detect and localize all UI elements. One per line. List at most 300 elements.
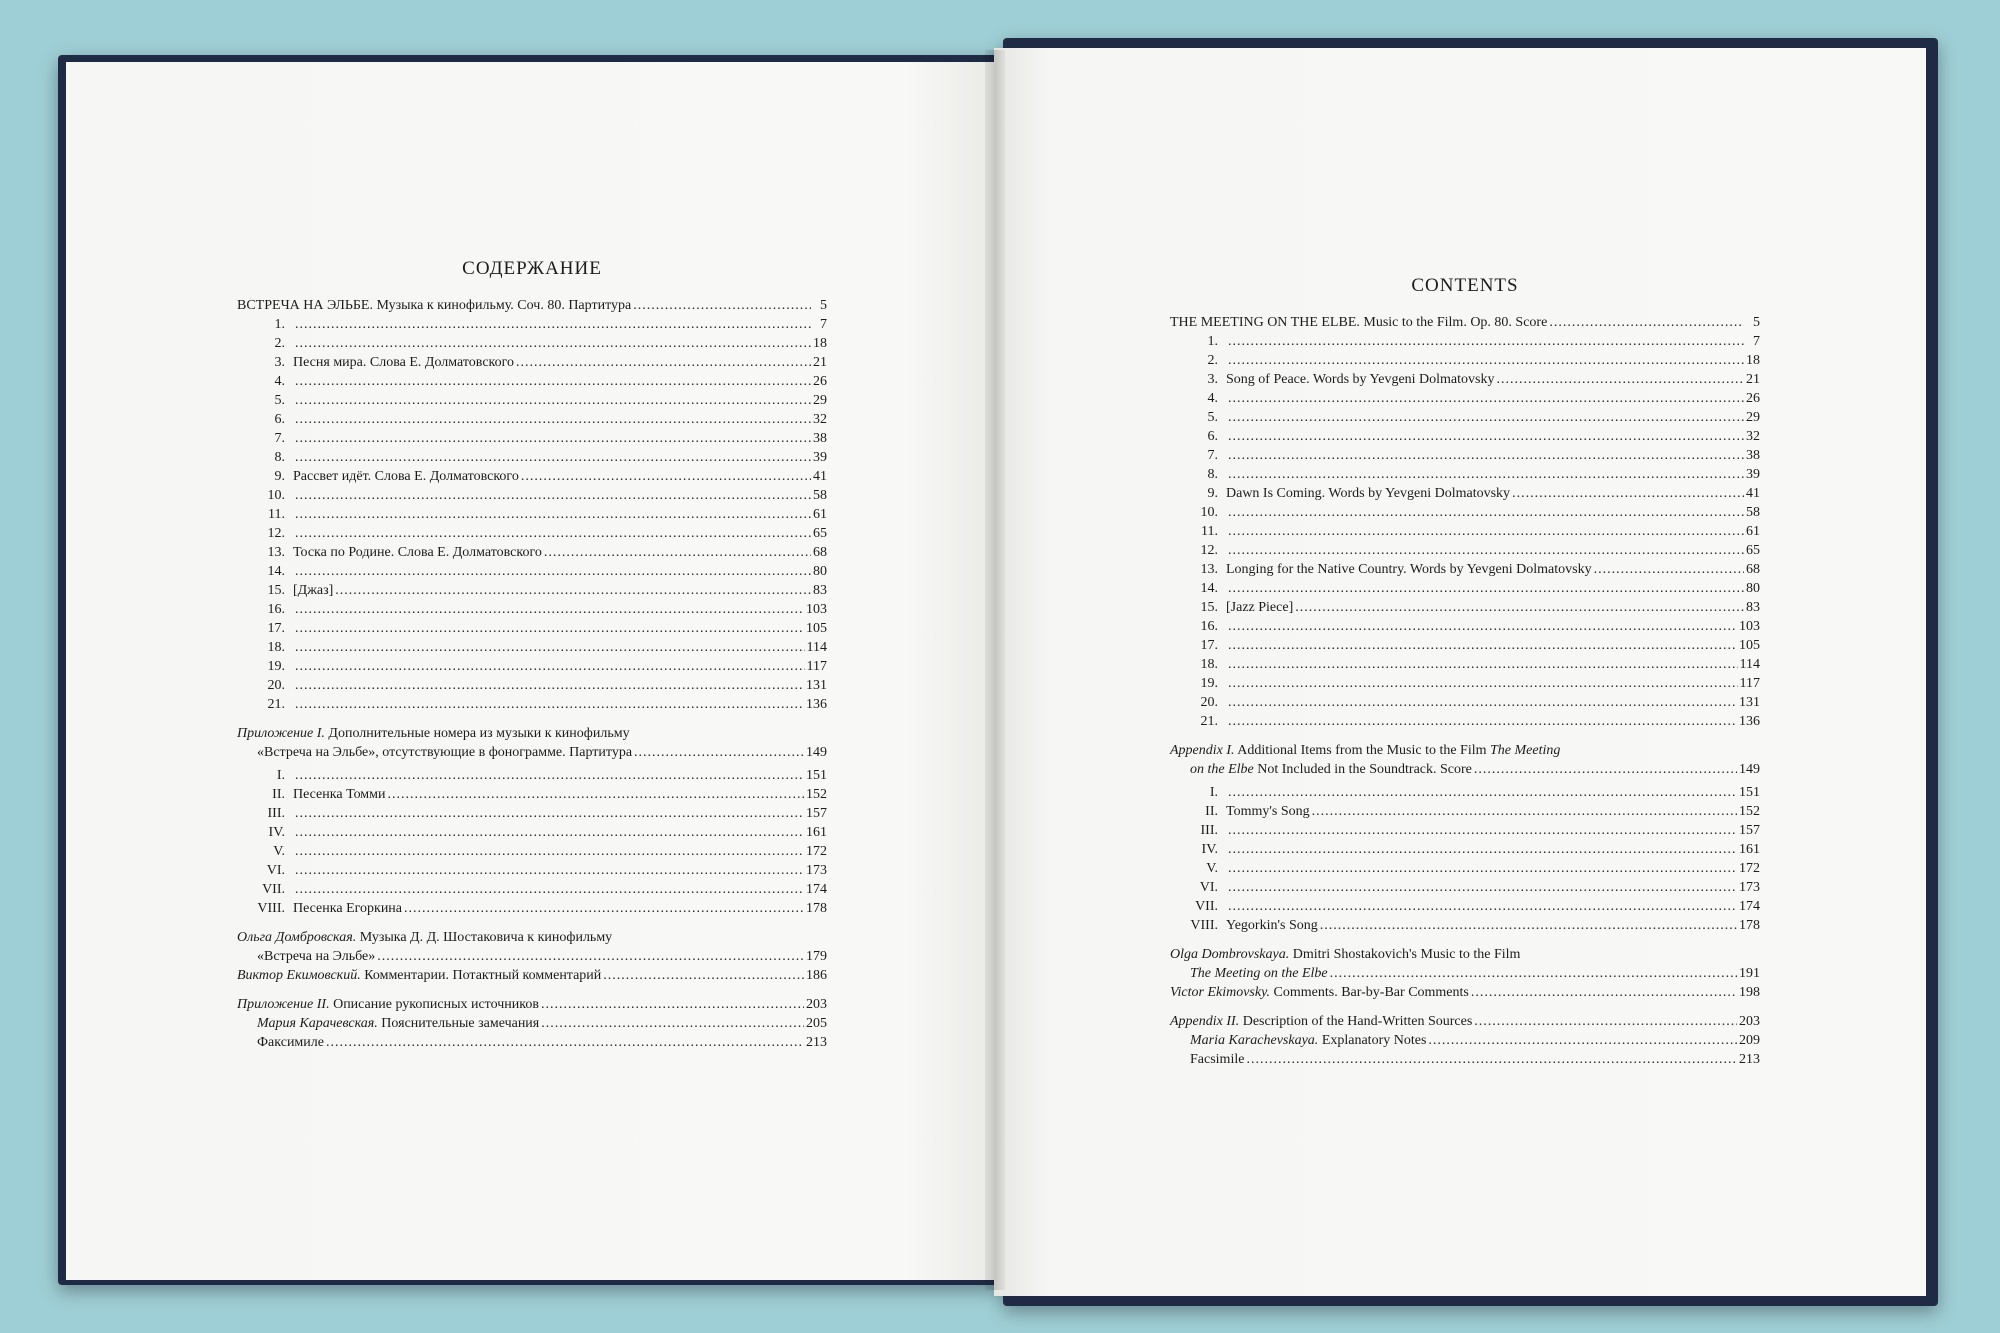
dot-leader: [295, 524, 811, 543]
toc-item-number: 8.: [274, 450, 285, 465]
toc-item: [1170, 332, 1760, 351]
dot-leader: [295, 804, 804, 823]
toc-item-number: 13.: [1200, 562, 1218, 577]
dot-leader: [295, 486, 811, 505]
toc-page-number: 157: [1739, 823, 1760, 838]
toc-item-number: II.: [272, 787, 285, 802]
toc-item: [237, 334, 827, 353]
toc-notes: [1170, 1031, 1760, 1050]
toc-item-number: 16.: [267, 602, 285, 617]
toc-item: [237, 880, 827, 899]
dot-leader: [1228, 712, 1737, 731]
dot-leader: [295, 315, 811, 334]
toc-page-number: 203: [1739, 1014, 1760, 1029]
toc-item: [1170, 674, 1760, 693]
dot-leader: [1228, 351, 1744, 370]
dot-leader: [1312, 802, 1737, 821]
toc-page-number: 152: [806, 787, 827, 802]
dot-leader: [1228, 579, 1744, 598]
toc-page-number: 103: [806, 602, 827, 617]
dot-leader: [1228, 389, 1744, 408]
toc-item-number: VI.: [266, 863, 285, 878]
toc-page-number: 5: [1753, 315, 1760, 330]
toc-item-number: 18.: [267, 640, 285, 655]
toc-item: [1170, 560, 1760, 579]
toc-page-number: 131: [806, 678, 827, 693]
toc-essay2: [1170, 983, 1760, 1002]
toc-item: [237, 410, 827, 429]
author-name: Ольга Домбровская.: [237, 930, 357, 945]
dot-leader: [1228, 897, 1737, 916]
dot-leader: [1246, 1050, 1737, 1069]
toc-page-number: 173: [1739, 880, 1760, 895]
toc-page-number: 157: [806, 806, 827, 821]
toc-item-number: I.: [276, 768, 285, 783]
toc-item-number: 13.: [267, 545, 285, 560]
toc-item-number: 9.: [274, 469, 285, 484]
appendix-title: Description of the Hand-Written Sources: [1239, 1014, 1473, 1029]
toc-item: [1170, 427, 1760, 446]
toc-appendix1-line1: [237, 724, 827, 743]
dot-leader: [295, 505, 811, 524]
toc-page-number: 5: [820, 298, 827, 313]
appendix-label: Приложение II.: [237, 997, 330, 1012]
toc-item-number: 18.: [1200, 657, 1218, 672]
toc-item-list: [1170, 332, 1760, 731]
toc-item: [1170, 878, 1760, 897]
toc-page-number: 161: [1739, 842, 1760, 857]
toc-item-number: 9.: [1207, 486, 1218, 501]
toc-appendix1-line1: [1170, 741, 1760, 760]
author-name: Мария Карачевская.: [257, 1016, 378, 1031]
toc-item: [1170, 783, 1760, 802]
toc-item-label: Dawn Is Coming. Words by Yevgeni Dolmatovsky: [1226, 486, 1511, 501]
toc-item-number: 10.: [1200, 505, 1218, 520]
author-name: Виктор Екимовский.: [237, 968, 361, 983]
film-title: The Meeting: [1490, 743, 1561, 758]
toc-page-number: 174: [806, 882, 827, 897]
appendix-title: Дополнительные номера из музыки к кинофильму: [324, 726, 630, 741]
toc-item: [1170, 693, 1760, 712]
toc-item-number: 7.: [274, 431, 285, 446]
dot-leader: [541, 1014, 804, 1033]
toc-page-number: 65: [813, 526, 827, 541]
toc-page-number: 83: [1746, 600, 1760, 615]
toc-item: [1170, 840, 1760, 859]
dot-leader: [295, 600, 804, 619]
toc-item: [1170, 351, 1760, 370]
toc-item: [1170, 484, 1760, 503]
toc-item-label: [Джаз]: [293, 583, 334, 598]
toc-item: [237, 823, 827, 842]
toc-appendix1-line2: [1170, 760, 1760, 779]
appendix-label: Приложение I.: [237, 726, 325, 741]
dot-leader: [326, 1033, 804, 1052]
toc-item-number: 4.: [274, 374, 285, 389]
toc-item: [1170, 636, 1760, 655]
dot-leader: [1512, 484, 1744, 503]
toc-item-number: 11.: [1201, 524, 1218, 539]
toc-item: [237, 842, 827, 861]
toc-page-number: 174: [1739, 899, 1760, 914]
dot-leader: [1228, 878, 1737, 897]
toc-page-number: 179: [806, 949, 827, 964]
dot-leader: [1549, 313, 1744, 332]
toc-item: [237, 619, 827, 638]
toc-item-number: 4.: [1207, 391, 1218, 406]
toc-page-number: 39: [813, 450, 827, 465]
toc-page-number: 18: [1746, 353, 1760, 368]
toc-item-number: 14.: [267, 564, 285, 579]
dot-leader: [295, 638, 805, 657]
toc-page-number: 136: [806, 697, 827, 712]
toc-essay1-line1: [237, 928, 827, 947]
toc-item-number: 15.: [267, 583, 285, 598]
toc-item-number: 17.: [1200, 638, 1218, 653]
dot-leader: [377, 947, 804, 966]
dot-leader: [1428, 1031, 1737, 1050]
dot-leader: [541, 995, 804, 1014]
toc-item-number: 6.: [274, 412, 285, 427]
toc-item-number: 21.: [1200, 714, 1218, 729]
toc-page-number: 32: [813, 412, 827, 427]
essay-title-cont: «Встреча на Эльбе»: [257, 949, 376, 964]
toc-page-number: 68: [813, 545, 827, 560]
toc-item: [237, 524, 827, 543]
appendix-title-cont: «Встреча на Эльбе», отсутствующие в фонограмме. Партитура: [257, 745, 633, 760]
toc-item-label: Yegorkin's Song: [1226, 918, 1318, 933]
toc-page-number: 38: [813, 431, 827, 446]
toc-item-number: VIII.: [257, 901, 285, 916]
toc-item-number: 17.: [267, 621, 285, 636]
toc-page-number: 172: [806, 844, 827, 859]
dot-leader: [295, 619, 804, 638]
toc-page-number: 58: [1746, 505, 1760, 520]
toc-item-number: 8.: [1207, 467, 1218, 482]
toc-item: [1170, 916, 1760, 935]
toc-item-number: 1.: [274, 317, 285, 332]
toc-page-number: 114: [1739, 657, 1760, 672]
appendix-label: Appendix II.: [1170, 1014, 1240, 1029]
dot-leader: [295, 562, 811, 581]
toc-item-number: I.: [1209, 785, 1218, 800]
toc-item-number: 19.: [1200, 676, 1218, 691]
toc-item: [237, 657, 827, 676]
toc-page-number: 178: [806, 901, 827, 916]
dot-leader: [295, 391, 811, 410]
toc-item-number: 12.: [1200, 543, 1218, 558]
toc-page-number: 80: [1746, 581, 1760, 596]
toc-page-number: 41: [1746, 486, 1760, 501]
toc-item: [237, 600, 827, 619]
toc-page-number: 39: [1746, 467, 1760, 482]
toc-item: [237, 486, 827, 505]
toc-title: СОДЕРЖАНИЕ: [462, 258, 602, 279]
dot-leader: [1228, 840, 1737, 859]
dot-leader: [295, 861, 804, 880]
toc-item: [1170, 503, 1760, 522]
toc-item-number: 12.: [267, 526, 285, 541]
dot-leader: [295, 823, 804, 842]
toc-item: [237, 448, 827, 467]
toc-item-number: III.: [1200, 823, 1218, 838]
toc-page-number: 205: [806, 1016, 827, 1031]
toc-page-number: 7: [820, 317, 827, 332]
toc-page-number: 7: [1753, 334, 1760, 349]
toc-page-number: 68: [1746, 562, 1760, 577]
toc-essay1-line2: [1170, 964, 1760, 983]
toc-item: [1170, 579, 1760, 598]
toc-item-label: Tommy's Song: [1226, 804, 1310, 819]
toc-item-number: III.: [267, 806, 285, 821]
toc-item: [1170, 821, 1760, 840]
notes-title: Explanatory Notes: [1318, 1033, 1427, 1048]
essay-title: Dmitri Shostakovich's Music to the Film: [1289, 947, 1521, 962]
toc-item: [1170, 370, 1760, 389]
film-title: The Meeting on the Elbe: [1190, 966, 1328, 981]
dot-leader: [544, 543, 811, 562]
dot-leader: [1471, 983, 1737, 1002]
toc-item-number: IV.: [1201, 842, 1218, 857]
toc-page-number: 18: [813, 336, 827, 351]
toc-page-number: 105: [806, 621, 827, 636]
toc-page-number: 136: [1739, 714, 1760, 729]
dot-leader: [295, 448, 811, 467]
appendix-title: Описание рукописных источников: [329, 997, 539, 1012]
dot-leader: [1228, 674, 1738, 693]
dot-leader: [1228, 636, 1737, 655]
toc-page-number: 149: [1739, 762, 1760, 777]
dot-leader: [1228, 541, 1744, 560]
toc-russian: [237, 258, 827, 1052]
dot-leader: [295, 429, 811, 448]
toc-item-number: 7.: [1207, 448, 1218, 463]
toc-item-number: V.: [273, 844, 285, 859]
dot-leader: [295, 676, 804, 695]
toc-appendix1-line2: [237, 743, 827, 762]
dot-leader: [521, 467, 811, 486]
dot-leader: [1474, 1012, 1737, 1031]
toc-english: [1170, 275, 1760, 1069]
toc-item: [237, 676, 827, 695]
notes-title: Пояснительные замечания: [377, 1016, 540, 1031]
toc-item-label: Песенка Егоркина: [293, 901, 403, 916]
toc-item-number: IV.: [268, 825, 285, 840]
toc-item: [237, 353, 827, 372]
dot-leader: [633, 296, 811, 315]
toc-page-number: 58: [813, 488, 827, 503]
toc-item-number: 5.: [1207, 410, 1218, 425]
dot-leader: [295, 880, 804, 899]
toc-page-number: 209: [1739, 1033, 1760, 1048]
toc-item: [237, 861, 827, 880]
toc-page-number: 172: [1739, 861, 1760, 876]
toc-item-label: Песенка Томми: [293, 787, 386, 802]
toc-item-number: 15.: [1200, 600, 1218, 615]
toc-item: [237, 543, 827, 562]
toc-title: CONTENTS: [1411, 275, 1519, 296]
toc-item: [1170, 389, 1760, 408]
toc-item-label: Рассвет идёт. Слова Е. Долматовского: [293, 469, 519, 484]
appendix-label: Appendix I.: [1170, 743, 1235, 758]
toc-page-number: 151: [806, 768, 827, 783]
toc-item: [1170, 802, 1760, 821]
toc-page-number: 32: [1746, 429, 1760, 444]
toc-item-label: Тоска по Родине. Слова Е. Долматовского: [293, 545, 542, 560]
dot-leader: [1497, 370, 1745, 389]
toc-item: [237, 429, 827, 448]
toc-item-number: 11.: [268, 507, 285, 522]
dot-leader: [1228, 693, 1737, 712]
toc-item: [1170, 408, 1760, 427]
dot-leader: [1228, 408, 1744, 427]
toc-page-number: 29: [1746, 410, 1760, 425]
appendix-title: Additional Items from the Music to the Film: [1234, 743, 1491, 758]
toc-item: [1170, 541, 1760, 560]
toc-page-number: 80: [813, 564, 827, 579]
toc-item-label: Song of Peace. Words by Yevgeni Dolmatovsky: [1226, 372, 1495, 387]
toc-item-label: Longing for the Native Country. Words by Yevgeni Dolmatovsky: [1226, 562, 1592, 577]
toc-item-number: VII.: [1195, 899, 1218, 914]
toc-page-number: 186: [806, 968, 827, 983]
dot-leader: [295, 766, 804, 785]
toc-item-number: 20.: [267, 678, 285, 693]
dot-leader: [295, 372, 811, 391]
toc-item-number: 1.: [1207, 334, 1218, 349]
dot-leader: [1228, 783, 1737, 802]
dot-leader: [388, 785, 804, 804]
facsimile-title: Facsimile: [1190, 1052, 1245, 1067]
toc-page-number: 203: [806, 997, 827, 1012]
dot-leader: [1228, 522, 1744, 541]
dot-leader: [634, 743, 804, 762]
dot-leader: [1594, 560, 1744, 579]
toc-item: [237, 785, 827, 804]
toc-page-number: 21: [1746, 372, 1760, 387]
toc-page-number: 26: [1746, 391, 1760, 406]
toc-item: [237, 505, 827, 524]
toc-page-number: 65: [1746, 543, 1760, 558]
toc-page-number: 29: [813, 393, 827, 408]
toc-page-number: 105: [1739, 638, 1760, 653]
dot-leader: [1228, 465, 1744, 484]
book-gutter: [985, 50, 1005, 1290]
toc-main-entry: [1170, 313, 1760, 332]
dot-leader: [1228, 617, 1737, 636]
toc-page-number: 178: [1739, 918, 1760, 933]
dot-leader: [1320, 916, 1737, 935]
essay-title: Comments. Bar-by-Bar Comments: [1270, 985, 1469, 1000]
facsimile-title: Факсимиле: [257, 1035, 324, 1050]
toc-entry-label: THE MEETING ON THE ELBE. Music to the Film. Op. 80. Score: [1170, 315, 1548, 330]
toc-item: [1170, 712, 1760, 731]
toc-item: [237, 581, 827, 600]
toc-page-number: 41: [813, 469, 827, 484]
dot-leader: [1228, 503, 1744, 522]
toc-item-label: [Jazz Piece]: [1226, 600, 1294, 615]
toc-notes: [237, 1014, 827, 1033]
toc-facsimile: [237, 1033, 827, 1052]
toc-item-label: Песня мира. Слова Е. Долматовского: [293, 355, 515, 370]
toc-item-number: 3.: [1207, 372, 1218, 387]
appendix-title-cont: Not Included in the Soundtrack. Score: [1253, 762, 1472, 777]
toc-item-number: II.: [1205, 804, 1218, 819]
toc-page-number: 61: [813, 507, 827, 522]
dot-leader: [1295, 598, 1744, 617]
toc-page-number: 131: [1739, 695, 1760, 710]
toc-main-entry: [237, 296, 827, 315]
dot-leader: [335, 581, 811, 600]
toc-item: [237, 315, 827, 334]
toc-item-number: VIII.: [1190, 918, 1218, 933]
dot-leader: [1228, 427, 1744, 446]
dot-leader: [603, 966, 804, 985]
toc-item: [237, 766, 827, 785]
dot-leader: [1330, 964, 1737, 983]
toc-essay2: [237, 966, 827, 985]
toc-page-number: 38: [1746, 448, 1760, 463]
toc-item-number: 3.: [274, 355, 285, 370]
toc-item: [237, 467, 827, 486]
toc-appendix2: [1170, 1012, 1760, 1031]
toc-page-number: 149: [806, 745, 827, 760]
toc-item-number: 10.: [267, 488, 285, 503]
dot-leader: [295, 695, 804, 714]
toc-item: [237, 562, 827, 581]
toc-page-number: 117: [806, 659, 827, 674]
toc-item-number: 16.: [1200, 619, 1218, 634]
toc-item: [237, 372, 827, 391]
toc-item-number: V.: [1206, 861, 1218, 876]
author-name: Olga Dombrovskaya.: [1170, 947, 1290, 962]
toc-item: [1170, 446, 1760, 465]
essay-title: Музыка Д. Д. Шостаковича к кинофильму: [356, 930, 613, 945]
toc-item-number: 20.: [1200, 695, 1218, 710]
toc-item: [1170, 655, 1760, 674]
toc-item-number: 14.: [1200, 581, 1218, 596]
toc-item: [1170, 859, 1760, 878]
dot-leader: [295, 334, 811, 353]
toc-page-number: 213: [1739, 1052, 1760, 1067]
toc-item: [1170, 465, 1760, 484]
dot-leader: [295, 842, 804, 861]
author-name: Victor Ekimovsky.: [1170, 985, 1271, 1000]
essay-title: Комментарии. Потактный комментарий: [360, 968, 602, 983]
toc-appendix-item-list: [237, 766, 827, 918]
toc-item: [237, 899, 827, 918]
toc-page-number: 26: [813, 374, 827, 389]
dot-leader: [1228, 446, 1744, 465]
toc-item-number: 21.: [267, 697, 285, 712]
dot-leader: [1228, 859, 1737, 878]
toc-item: [1170, 617, 1760, 636]
toc-page-number: 114: [806, 640, 827, 655]
toc-page-number: 161: [806, 825, 827, 840]
toc-essay1-line2: [237, 947, 827, 966]
dot-leader: [404, 899, 804, 918]
dot-leader: [295, 657, 805, 676]
film-title-cont: on the Elbe: [1190, 762, 1254, 777]
dot-leader: [295, 410, 811, 429]
toc-page-number: 61: [1746, 524, 1760, 539]
author-name: Maria Karachevskaya.: [1190, 1033, 1319, 1048]
toc-page-number: 83: [813, 583, 827, 598]
toc-page-number: 191: [1739, 966, 1760, 981]
toc-entry-label: ВСТРЕЧА НА ЭЛЬБЕ. Музыка к кинофильму. Соч. 80. Партитура: [237, 298, 632, 313]
toc-item: [237, 638, 827, 657]
toc-item-number: 2.: [1207, 353, 1218, 368]
toc-item-number: VII.: [262, 882, 285, 897]
